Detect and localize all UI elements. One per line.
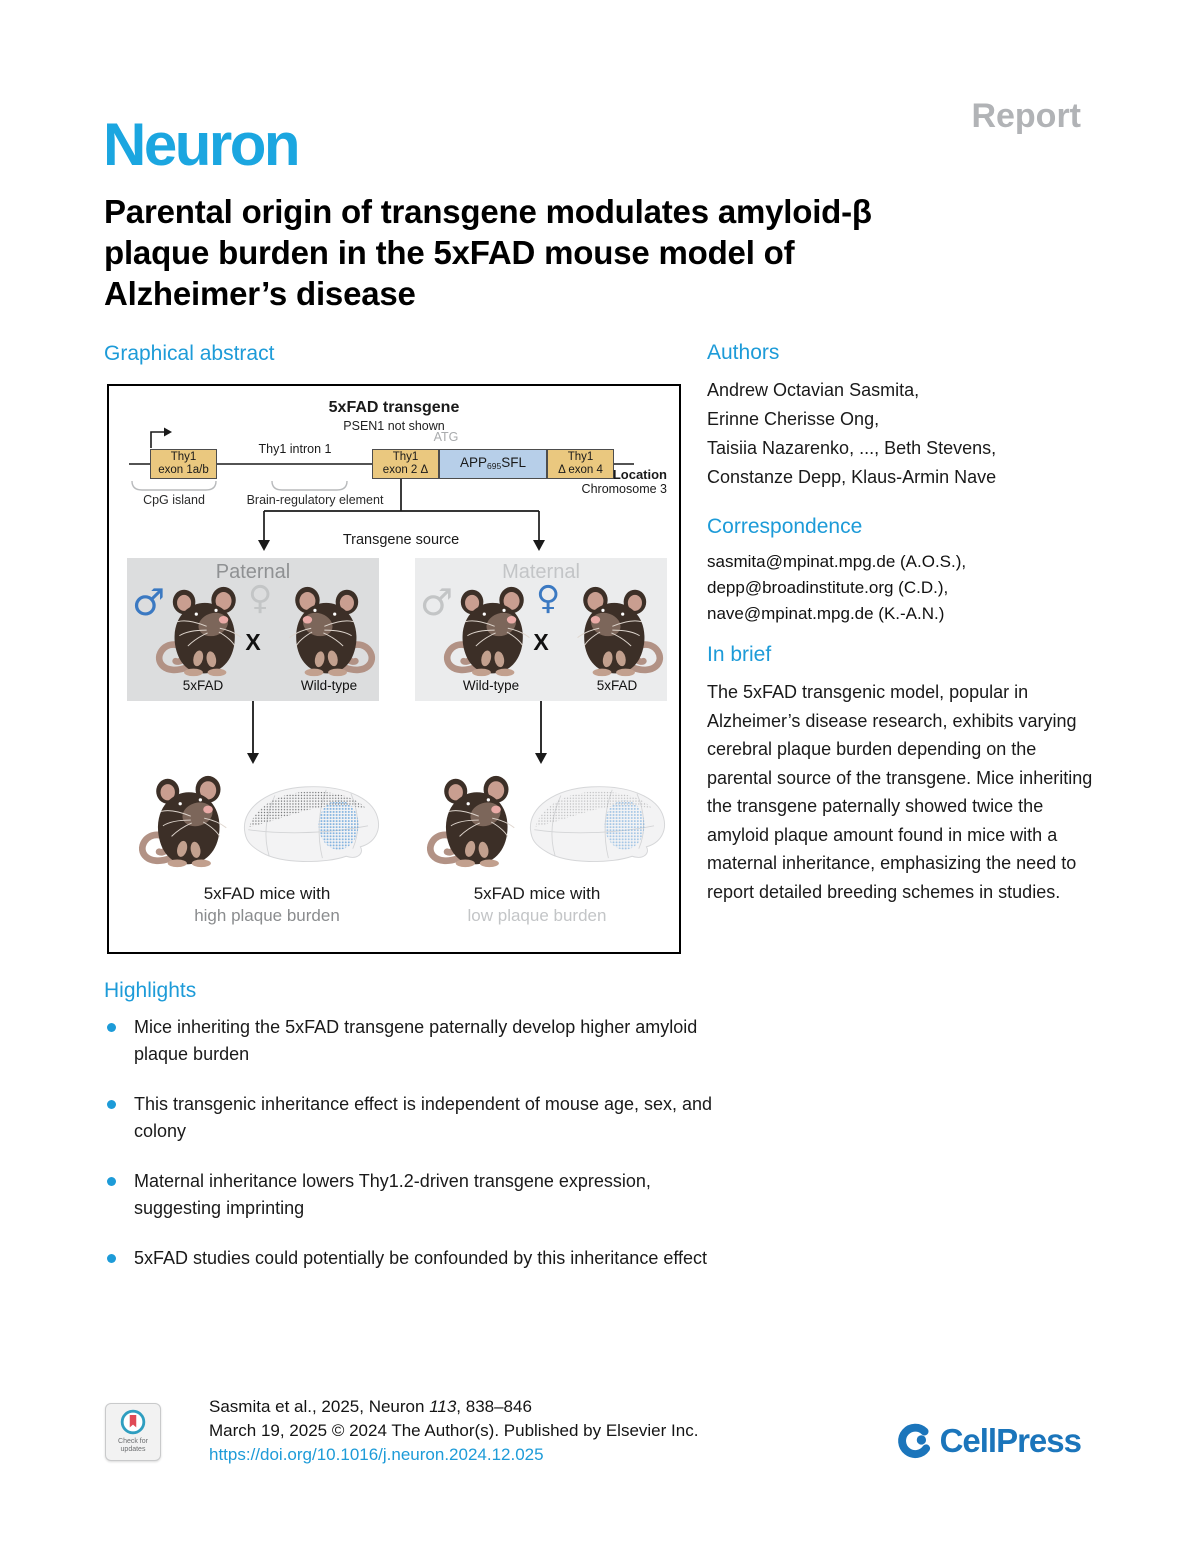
male-icon: ♂ [420, 581, 454, 624]
maternal-title: Maternal [502, 561, 580, 583]
page-title [104, 191, 1114, 314]
citation-block [209, 1395, 698, 1467]
author-line: Constanze Depp, Klaus-Armin Nave [707, 467, 997, 487]
female-icon: ♀ [248, 578, 273, 617]
intron-label: Thy1 intron 1 [258, 442, 332, 456]
location-value: Chromosome 3 [581, 482, 667, 496]
outcome-line1: 5xFAD mice with [473, 884, 601, 903]
outcome-line2: low plaque burden [467, 906, 607, 925]
graphical-abstract-heading: Graphical abstract [104, 342, 275, 365]
check-for-updates-badge[interactable] [105, 1403, 161, 1461]
author-line: Andrew Octavian Sasmita, [707, 380, 920, 400]
mouse-illustration [137, 774, 233, 870]
male-icon: ♂ [132, 581, 166, 624]
mouse-genotype-label: 5xFAD [182, 678, 224, 693]
journal-logo: Neuron [103, 111, 298, 178]
exon2-line2: exon 2 Δ [382, 464, 429, 476]
correspondence-heading: Correspondence [707, 515, 863, 538]
citation-line: Sasmita et al., 2025, Neuron 113, 838–846 [209, 1397, 532, 1416]
cellpress-logo [895, 1422, 1081, 1460]
cross-symbol: X [533, 629, 549, 655]
bullet-icon [107, 1254, 116, 1263]
cross-symbol: X [245, 629, 261, 655]
atg-label: ATG [433, 430, 459, 444]
license-line: March 19, 2025 © 2024 The Author(s). Published by Elsevier Inc. [209, 1421, 699, 1440]
paternal-panel [127, 558, 379, 701]
mouse-genotype-label: 5xFAD [596, 678, 638, 693]
brain-illustration-low-burden [521, 780, 673, 866]
outcome-line1: 5xFAD mice with [203, 884, 331, 903]
correspondence-list [707, 549, 966, 627]
highlight-item [104, 1168, 714, 1222]
app-transgene-box [439, 449, 547, 479]
mouse-illustration [283, 585, 377, 679]
outcome-label-low [432, 883, 642, 927]
highlights-heading: Highlights [104, 979, 197, 1002]
title-line-3: Alzheimer’s disease [104, 275, 416, 312]
highlights-list [104, 1014, 714, 1295]
transgene-title: 5xFAD transgene [328, 399, 460, 416]
correspondence-email[interactable]: depp@broadinstitute.org (C.D.), [707, 578, 949, 597]
in-brief-text: The 5xFAD transgenic model, popular in Alzheimer’s disease research, exhibits varying cerebral plaque burden depending on the parental source of the transgene. Mice inheriting the transgene paternally showed twice the amyloid plaque amount found in mice with a maternal inheritance, emphasizing the need to report detailed breeding schemes in studies. [707, 682, 1093, 902]
exon4-line1: Thy1 [567, 451, 594, 463]
title-line-2: plaque burden in the 5xFAD mouse model of [104, 234, 795, 271]
author-line: Erinne Cherisse Ong, [707, 409, 880, 429]
location-label: Location [612, 467, 667, 482]
correspondence-email[interactable]: nave@mpinat.mpg.de (K.-A.N.) [707, 604, 945, 623]
cpg-island-label: CpG island [143, 493, 205, 507]
cellpress-icon [895, 1422, 933, 1460]
outcome-line2: high plaque burden [194, 906, 340, 925]
outcome-label-high [162, 883, 372, 927]
maternal-panel [415, 558, 667, 701]
paternal-title: Paternal [215, 561, 291, 583]
cellpress-wordmark: CellPress [939, 1422, 1081, 1459]
in-brief-heading: In brief [707, 643, 772, 666]
exon1-line1: Thy1 [170, 451, 197, 463]
highlight-item [104, 1091, 714, 1145]
app-label: $APP_{695}SFL$ [460, 454, 526, 471]
author-line: Taisiia Nazarenko, ..., Beth Stevens, [707, 438, 997, 458]
graphical-abstract-figure [107, 384, 681, 954]
bullet-icon [107, 1023, 116, 1032]
bullet-icon [107, 1100, 116, 1109]
highlight-text: Mice inheriting the 5xFAD transgene paternally develop higher amyloid plaque burden [134, 1017, 698, 1064]
doi-link[interactable]: https://doi.org/10.1016/j.neuron.2024.12.025 [209, 1445, 544, 1464]
location-block [557, 467, 667, 497]
highlight-item [104, 1245, 714, 1272]
highlight-text: This transgenic inheritance effect is independent of mouse age, sex, and colony [134, 1094, 713, 1141]
highlight-item [104, 1014, 714, 1068]
check-updates-icon [120, 1409, 146, 1435]
check-updates-label: Check for updates [118, 1438, 148, 1453]
article-type-label: Report [971, 97, 1081, 135]
exon-box-thy1-exon2 [372, 449, 439, 479]
exon1-line2: exon 1a/b [158, 464, 209, 476]
highlight-text: Maternal inheritance lowers Thy1.2-driven transgene expression, suggesting imprinting [134, 1171, 651, 1218]
mouse-genotype-label: Wild-type [300, 678, 358, 693]
mouse-illustration [425, 774, 521, 870]
mouse-illustration [571, 585, 665, 679]
mouse-genotype-label: Wild-type [462, 678, 520, 693]
authors-list [707, 376, 996, 492]
transgene-source-label: Transgene source [342, 532, 460, 548]
transgene-subtitle: PSEN1 not shown [343, 419, 445, 433]
exon2-line1: Thy1 [392, 451, 419, 463]
brain-regulatory-label: Brain-regulatory element [246, 493, 384, 507]
title-line-1: Parental origin of transgene modulates amyloid-β [104, 193, 872, 230]
female-icon: ♀ [536, 578, 561, 617]
authors-heading: Authors [707, 341, 780, 364]
highlight-text: 5xFAD studies could potentially be confounded by this inheritance effect [134, 1248, 708, 1268]
exon4-line2: Δ exon 4 [558, 464, 603, 476]
brain-illustration-high-burden [235, 780, 387, 866]
correspondence-email[interactable]: sasmita@mpinat.mpg.de (A.O.S.), [707, 552, 967, 571]
bullet-icon [107, 1177, 116, 1186]
exon-box-thy1-exon1ab [150, 449, 217, 479]
